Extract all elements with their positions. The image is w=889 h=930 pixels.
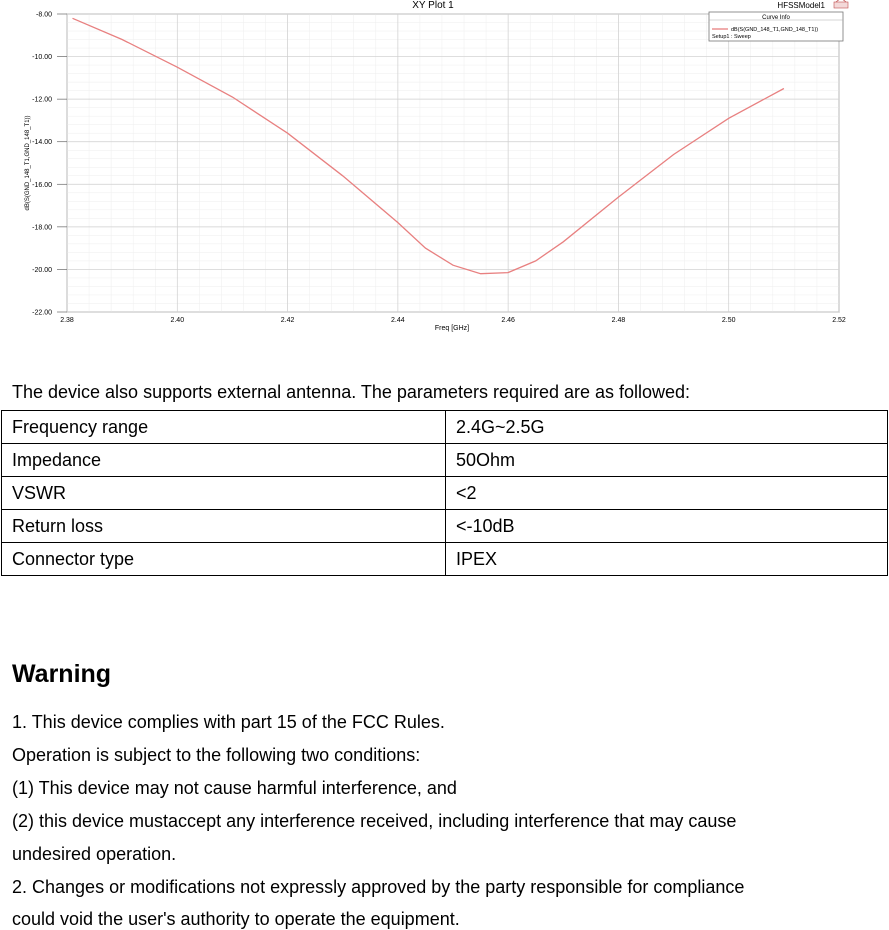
table-row — [2, 411, 888, 444]
warning-line: undesired operation. — [12, 844, 177, 864]
y-tick-label: -22.00 — [32, 309, 52, 317]
y-tick-label: -18.00 — [32, 224, 52, 232]
warning-line: 2. Changes or modifications not expressly approved by the party responsible for compliance — [12, 877, 745, 897]
xy-plot — [0, 0, 889, 345]
param-label: Connector type — [2, 543, 446, 576]
x-tick-label: 2.48 — [611, 317, 626, 324]
y-tick-label: -8.00 — [36, 11, 52, 19]
param-value: IPEX — [446, 543, 888, 576]
param-value: 2.4G~2.5G — [446, 411, 888, 444]
table-row — [2, 543, 888, 576]
y-tick-label: -12.00 — [32, 96, 52, 104]
x-axis-label: Freq [GHz] — [434, 325, 470, 332]
warning-line: 1. This device complies with part 15 of the FCC Rules. — [12, 712, 445, 732]
param-label: Return loss — [2, 510, 446, 543]
y-tick-label: -20.00 — [32, 266, 52, 274]
table-row — [2, 477, 888, 510]
y-tick-label: -16.00 — [32, 181, 52, 189]
param-label: Frequency range — [2, 411, 446, 444]
plot-area — [67, 14, 839, 312]
warning-line: could void the user's authority to operate the equipment. — [12, 909, 460, 929]
table-row — [2, 444, 888, 477]
y-axis-label: dB(S(GND_148_T1,GND_148_T1)) — [25, 115, 31, 211]
x-tick-label: 2.52 — [832, 317, 846, 324]
param-value: 50Ohm — [446, 444, 888, 477]
param-label: VSWR — [2, 477, 446, 510]
x-tick-label: 2.40 — [170, 317, 185, 324]
param-label: Impedance — [2, 444, 446, 477]
intro-text: The device also supports external antenna. The parameters required are as followed: — [12, 382, 691, 402]
x-tick-label: 2.42 — [280, 317, 295, 324]
table-row — [2, 510, 888, 543]
warning-line: Operation is subject to the following two conditions: — [12, 745, 421, 765]
warning-heading: Warning — [12, 660, 112, 688]
legend-title: Curve Info — [762, 15, 790, 21]
y-tick-label: -14.00 — [32, 139, 52, 147]
plot-title: XY Plot 1 — [412, 0, 454, 11]
legend-setup: Setup1 : Sweep — [712, 34, 751, 40]
x-tick-label: 2.46 — [501, 317, 515, 324]
legend — [709, 12, 843, 41]
warning-line: (1) This device may not cause harmful interference, and — [12, 778, 457, 798]
x-tick-label: 2.50 — [721, 317, 736, 324]
x-tick-label: 2.38 — [60, 317, 74, 324]
param-value: <-10dB — [446, 510, 888, 543]
y-tick-label: -10.00 — [32, 54, 52, 62]
x-tick-label: 2.44 — [391, 317, 405, 324]
hfss-logo-icon — [834, 0, 848, 8]
warning-line: (2) this device mustaccept any interference received, including interference that may cause — [12, 811, 737, 831]
model-label: HFSSModel1 — [777, 1, 825, 10]
param-value: <2 — [446, 477, 888, 510]
antenna-spec-table — [1, 410, 888, 576]
legend-entry: dB(S(GND_148_T1,GND_148_T1)) — [731, 27, 819, 33]
